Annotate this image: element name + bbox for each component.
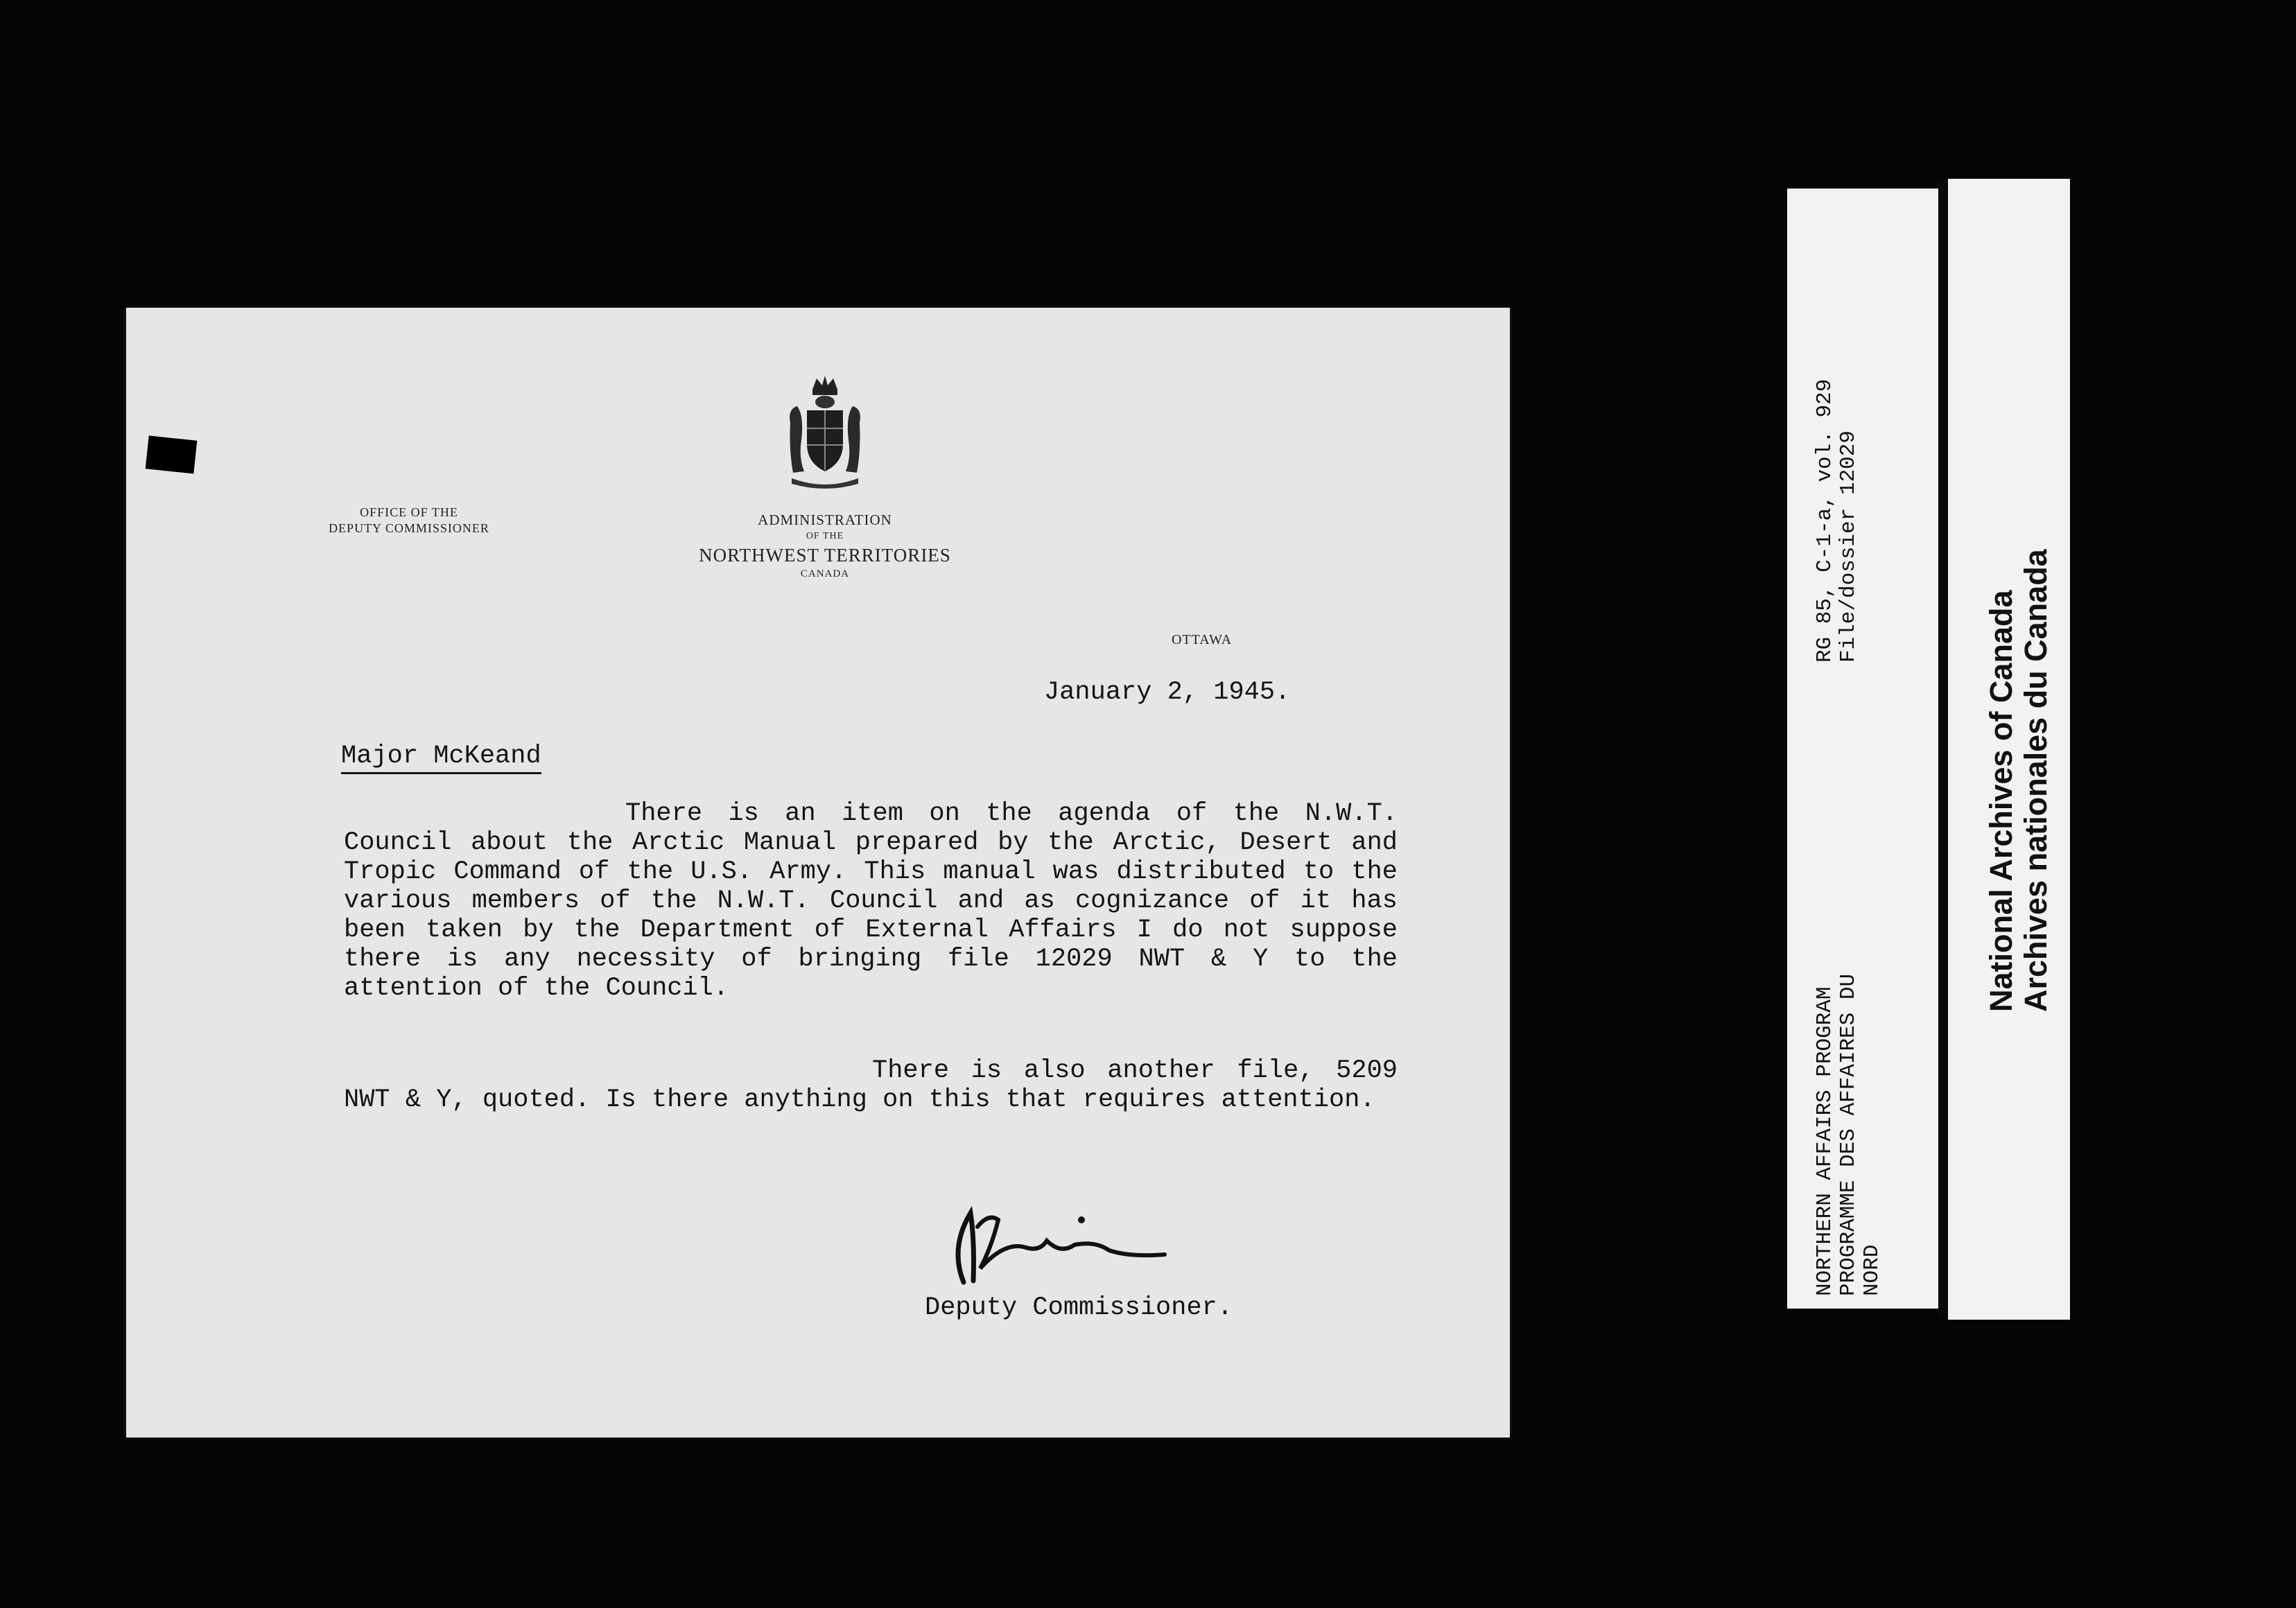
body-paragraph-2: There is also another file, 5209 NWT & Y, quoted. Is there anything on this that requires attention. [344, 1056, 1398, 1115]
redaction-mark [146, 435, 198, 473]
institution-french: Archives nationales du Canada [2018, 549, 2053, 1012]
coat-of-arms-icon [783, 374, 867, 492]
archive-program [1814, 974, 1884, 1296]
admin-line-2: OF THE [806, 531, 844, 541]
office-heading [298, 505, 520, 536]
signature [922, 1199, 1199, 1289]
admin-line-3: NORTHWEST TERRITORIES [699, 545, 951, 566]
letter-date: January 2, 1945. [1044, 678, 1291, 707]
signer-title: Deputy Commissioner. [925, 1293, 1233, 1322]
admin-line-4: CANADA [800, 568, 850, 579]
archive-reference-line-2: File/dossier 12029 [1836, 430, 1861, 663]
program-line-1: NORTHERN AFFAIRS PROGRAM [1813, 986, 1837, 1296]
program-line-2: PROGRAMME DES AFFAIRES DU [1836, 973, 1861, 1296]
administration-heading [666, 510, 984, 581]
admin-line-1: ADMINISTRATION [758, 512, 892, 528]
salutation: Major McKeand [341, 742, 541, 774]
office-line-2: DEPUTY COMMISSIONER [329, 521, 489, 535]
program-line-3: NORD [1860, 1244, 1884, 1296]
institution-english: National Archives of Canada [1983, 590, 2019, 1012]
body-paragraph-1: There is an item on the agenda of the N.W.T. Council about the Arctic Manual prepared by the Arctic, Desert and Tropic Command of the U.S. Army. This manual was distributed to the various members of the N.W.T. Council and as cognizance of it has been taken by the Department of External Affairs I do not suppose there is any necessity of bringing file 12029 NWT & Y to the attention of the Council. [344, 799, 1398, 1003]
archive-institution [1984, 549, 2053, 1012]
city-label: OTTAWA [1172, 632, 1233, 647]
office-line-1: OFFICE OF THE [360, 505, 458, 519]
archive-reference-line-1: RG 85, C-1-a, vol. 929 [1813, 378, 1837, 663]
